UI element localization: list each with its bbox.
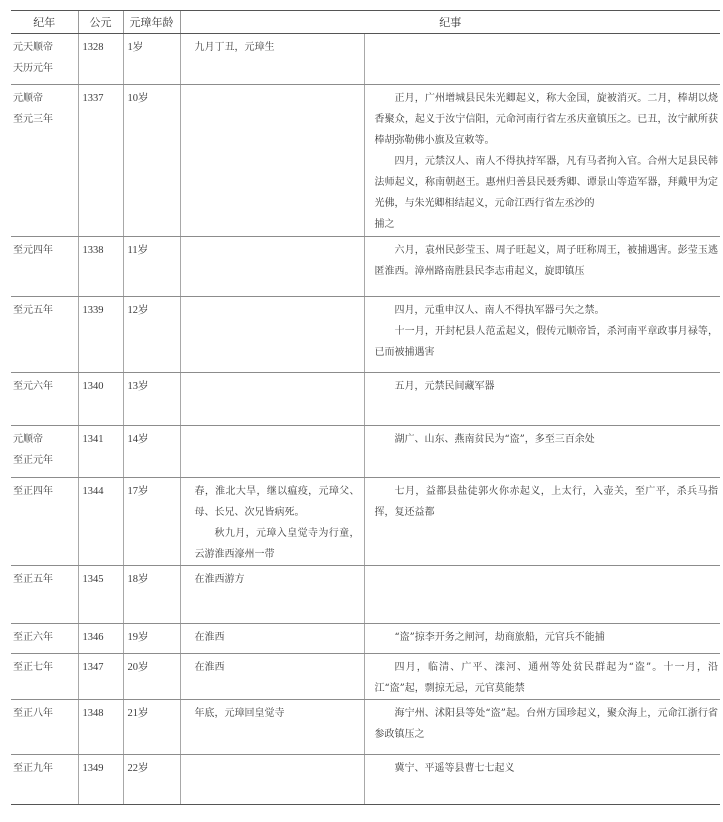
- cell-reign: [11, 624, 78, 654]
- header-reign: 纪年: [11, 11, 78, 34]
- cell-age: 18岁: [123, 566, 180, 624]
- cell-year: 1349: [78, 755, 123, 805]
- cell-life-events: [180, 85, 364, 237]
- cell-reign: [11, 566, 78, 624]
- table-row: [11, 426, 720, 478]
- cell-events: [364, 755, 720, 805]
- cell-life-events: [180, 237, 364, 297]
- table-row: [11, 34, 720, 85]
- event-paragraph: 正月，广州增城县民朱光卿起义，称大金国，旋被消灭。二月，棒胡以烧香聚众，起义于汝宁信阳，元命河南行省左丞庆童镇压之。已丑，汝宁献所获棒胡弥勒佛小旗及宣敕等。: [374, 93, 718, 146]
- reign-line: 至正八年: [13, 708, 53, 719]
- reign-line: 至元五年: [13, 305, 53, 316]
- table-row: [11, 297, 720, 373]
- cell-year: 1339: [78, 297, 123, 373]
- header-row: [11, 11, 720, 34]
- event-paragraph: “盗”掠李开务之闸河，劫商旅船，元官兵不能捕: [394, 632, 605, 643]
- cell-reign: [11, 700, 78, 755]
- cell-reign: [11, 478, 78, 566]
- cell-age: 22岁: [123, 755, 180, 805]
- cell-life-events: [180, 755, 364, 805]
- table-row: [11, 85, 720, 237]
- table-row: [11, 478, 720, 566]
- event-paragraph: 海宁州、沭阳县等处“盗”起。台州方国珍起义，聚众海上，元命江浙行省参政镇压之: [374, 708, 718, 740]
- cell-reign: [11, 85, 78, 237]
- cell-life-events: [180, 297, 364, 373]
- cell-age: 20岁: [123, 654, 180, 700]
- reign-line: 至正四年: [13, 486, 53, 497]
- cell-age: 13岁: [123, 373, 180, 426]
- cell-events: [364, 373, 720, 426]
- event-paragraph: 七月，益都县盐徒郭火你赤起义，上太行，入壶关，至广平，杀兵马指挥，复还益都: [374, 486, 718, 518]
- cell-reign: [11, 34, 78, 85]
- cell-events: [364, 426, 720, 478]
- table-row: [11, 654, 720, 700]
- cell-age: 21岁: [123, 700, 180, 755]
- cell-age: 12岁: [123, 297, 180, 373]
- chronology-table: [11, 10, 720, 805]
- header-events: 纪事: [180, 11, 720, 34]
- reign-line: 元顺帝: [13, 434, 43, 445]
- reign-line: 元顺帝: [13, 93, 43, 104]
- event-paragraph: 四月，临清、广平、滦河、通州等处贫民群起为“盗”。十一月，沿江“盗”起，剽掠无忌，元官莫能禁: [374, 662, 718, 694]
- table-row: [11, 624, 720, 654]
- event-paragraph: 四月，元禁汉人、南人不得执持军器，凡有马者拘入官。合州大足县民韩法师起义，称南朝赵王。惠州归善县民聂秀卿、谭景山等造军器，拜戴甲为定光佛，与朱光卿相结起义，元命江西行省左丞沙的: [374, 156, 718, 209]
- cell-year: 1348: [78, 700, 123, 755]
- event-paragraph: 六月，袁州民彭莹玉、周子旺起义，周子旺称周王，被捕遇害。彭莹玉逃匿淮西。漳州路南胜县民李志甫起义，旋即镇压: [374, 245, 718, 277]
- reign-line: 至元六年: [13, 381, 53, 392]
- cell-year: 1341: [78, 426, 123, 478]
- cell-reign: [11, 373, 78, 426]
- cell-life-events: [180, 373, 364, 426]
- cell-life-events: [180, 426, 364, 478]
- table-row: [11, 566, 720, 624]
- cell-age: 14岁: [123, 426, 180, 478]
- life-paragraph: 在淮西游方: [194, 574, 245, 585]
- event-paragraph: 十一月，开封杞县人范孟起义，假传元顺帝旨，杀河南平章政事月禄等，已而被捕遇害: [374, 326, 718, 358]
- life-paragraph: 在淮西: [194, 632, 225, 643]
- cell-year: 1347: [78, 654, 123, 700]
- cell-age: 11岁: [123, 237, 180, 297]
- cell-events: [364, 624, 720, 654]
- reign-line: 至元四年: [13, 245, 53, 256]
- life-paragraph: 年底，元璋回皇觉寺: [194, 708, 285, 719]
- cell-events: [364, 34, 720, 85]
- event-paragraph: 四月，元重申汉人、南人不得执军器弓矢之禁。: [394, 305, 605, 316]
- cell-age: 19岁: [123, 624, 180, 654]
- table-body: [11, 34, 720, 805]
- reign-line: 至元三年: [13, 114, 53, 125]
- cell-life-events: [180, 654, 364, 700]
- cell-reign: [11, 426, 78, 478]
- cell-events: [364, 478, 720, 566]
- life-paragraph: 秋九月，元璋入皇觉寺为行童，云游淮西濠州一带: [194, 528, 360, 560]
- cell-events: [364, 297, 720, 373]
- table-row: [11, 700, 720, 755]
- cell-reign: [11, 237, 78, 297]
- cell-year: 1344: [78, 478, 123, 566]
- cell-year: 1337: [78, 85, 123, 237]
- cell-life-events: [180, 624, 364, 654]
- cell-events: [364, 566, 720, 624]
- cell-events: [364, 85, 720, 237]
- cell-age: 10岁: [123, 85, 180, 237]
- event-paragraph: 湖广、山东、燕南贫民为“盗”，多至三百余处: [394, 434, 595, 445]
- cell-age: 1岁: [123, 34, 180, 85]
- reign-line: 至正九年: [13, 763, 53, 774]
- reign-line: 至正七年: [13, 662, 53, 673]
- event-paragraph: 冀宁、平遥等县曹七七起义: [394, 763, 515, 774]
- table-row: [11, 237, 720, 297]
- cell-life-events: [180, 566, 364, 624]
- cell-events: [364, 700, 720, 755]
- cell-life-events: [180, 34, 364, 85]
- life-paragraph: 春，淮北大旱，继以瘟疫，元璋父、母、长兄、次兄皆病死。: [194, 486, 360, 518]
- life-paragraph: 在淮西: [194, 662, 225, 673]
- cell-age: 17岁: [123, 478, 180, 566]
- cell-year: 1338: [78, 237, 123, 297]
- header-year: 公元: [78, 11, 123, 34]
- event-paragraph: 捕之: [374, 219, 395, 230]
- cell-reign: [11, 297, 78, 373]
- reign-line: 至正元年: [13, 455, 53, 466]
- table-row: [11, 755, 720, 805]
- cell-life-events: [180, 478, 364, 566]
- reign-line: 元天顺帝: [13, 42, 53, 53]
- cell-year: 1340: [78, 373, 123, 426]
- cell-reign: [11, 755, 78, 805]
- cell-events: [364, 654, 720, 700]
- reign-line: 至正五年: [13, 574, 53, 585]
- reign-line: 天历元年: [13, 63, 53, 74]
- reign-line: 至正六年: [13, 632, 53, 643]
- cell-events: [364, 237, 720, 297]
- cell-year: 1328: [78, 34, 123, 85]
- cell-year: 1345: [78, 566, 123, 624]
- life-paragraph: 九月丁丑，元璋生: [194, 42, 275, 53]
- cell-reign: [11, 654, 78, 700]
- table-row: [11, 373, 720, 426]
- cell-life-events: [180, 700, 364, 755]
- cell-year: 1346: [78, 624, 123, 654]
- event-paragraph: 五月，元禁民间藏军器: [394, 381, 495, 392]
- header-age: 元璋年龄: [123, 11, 180, 34]
